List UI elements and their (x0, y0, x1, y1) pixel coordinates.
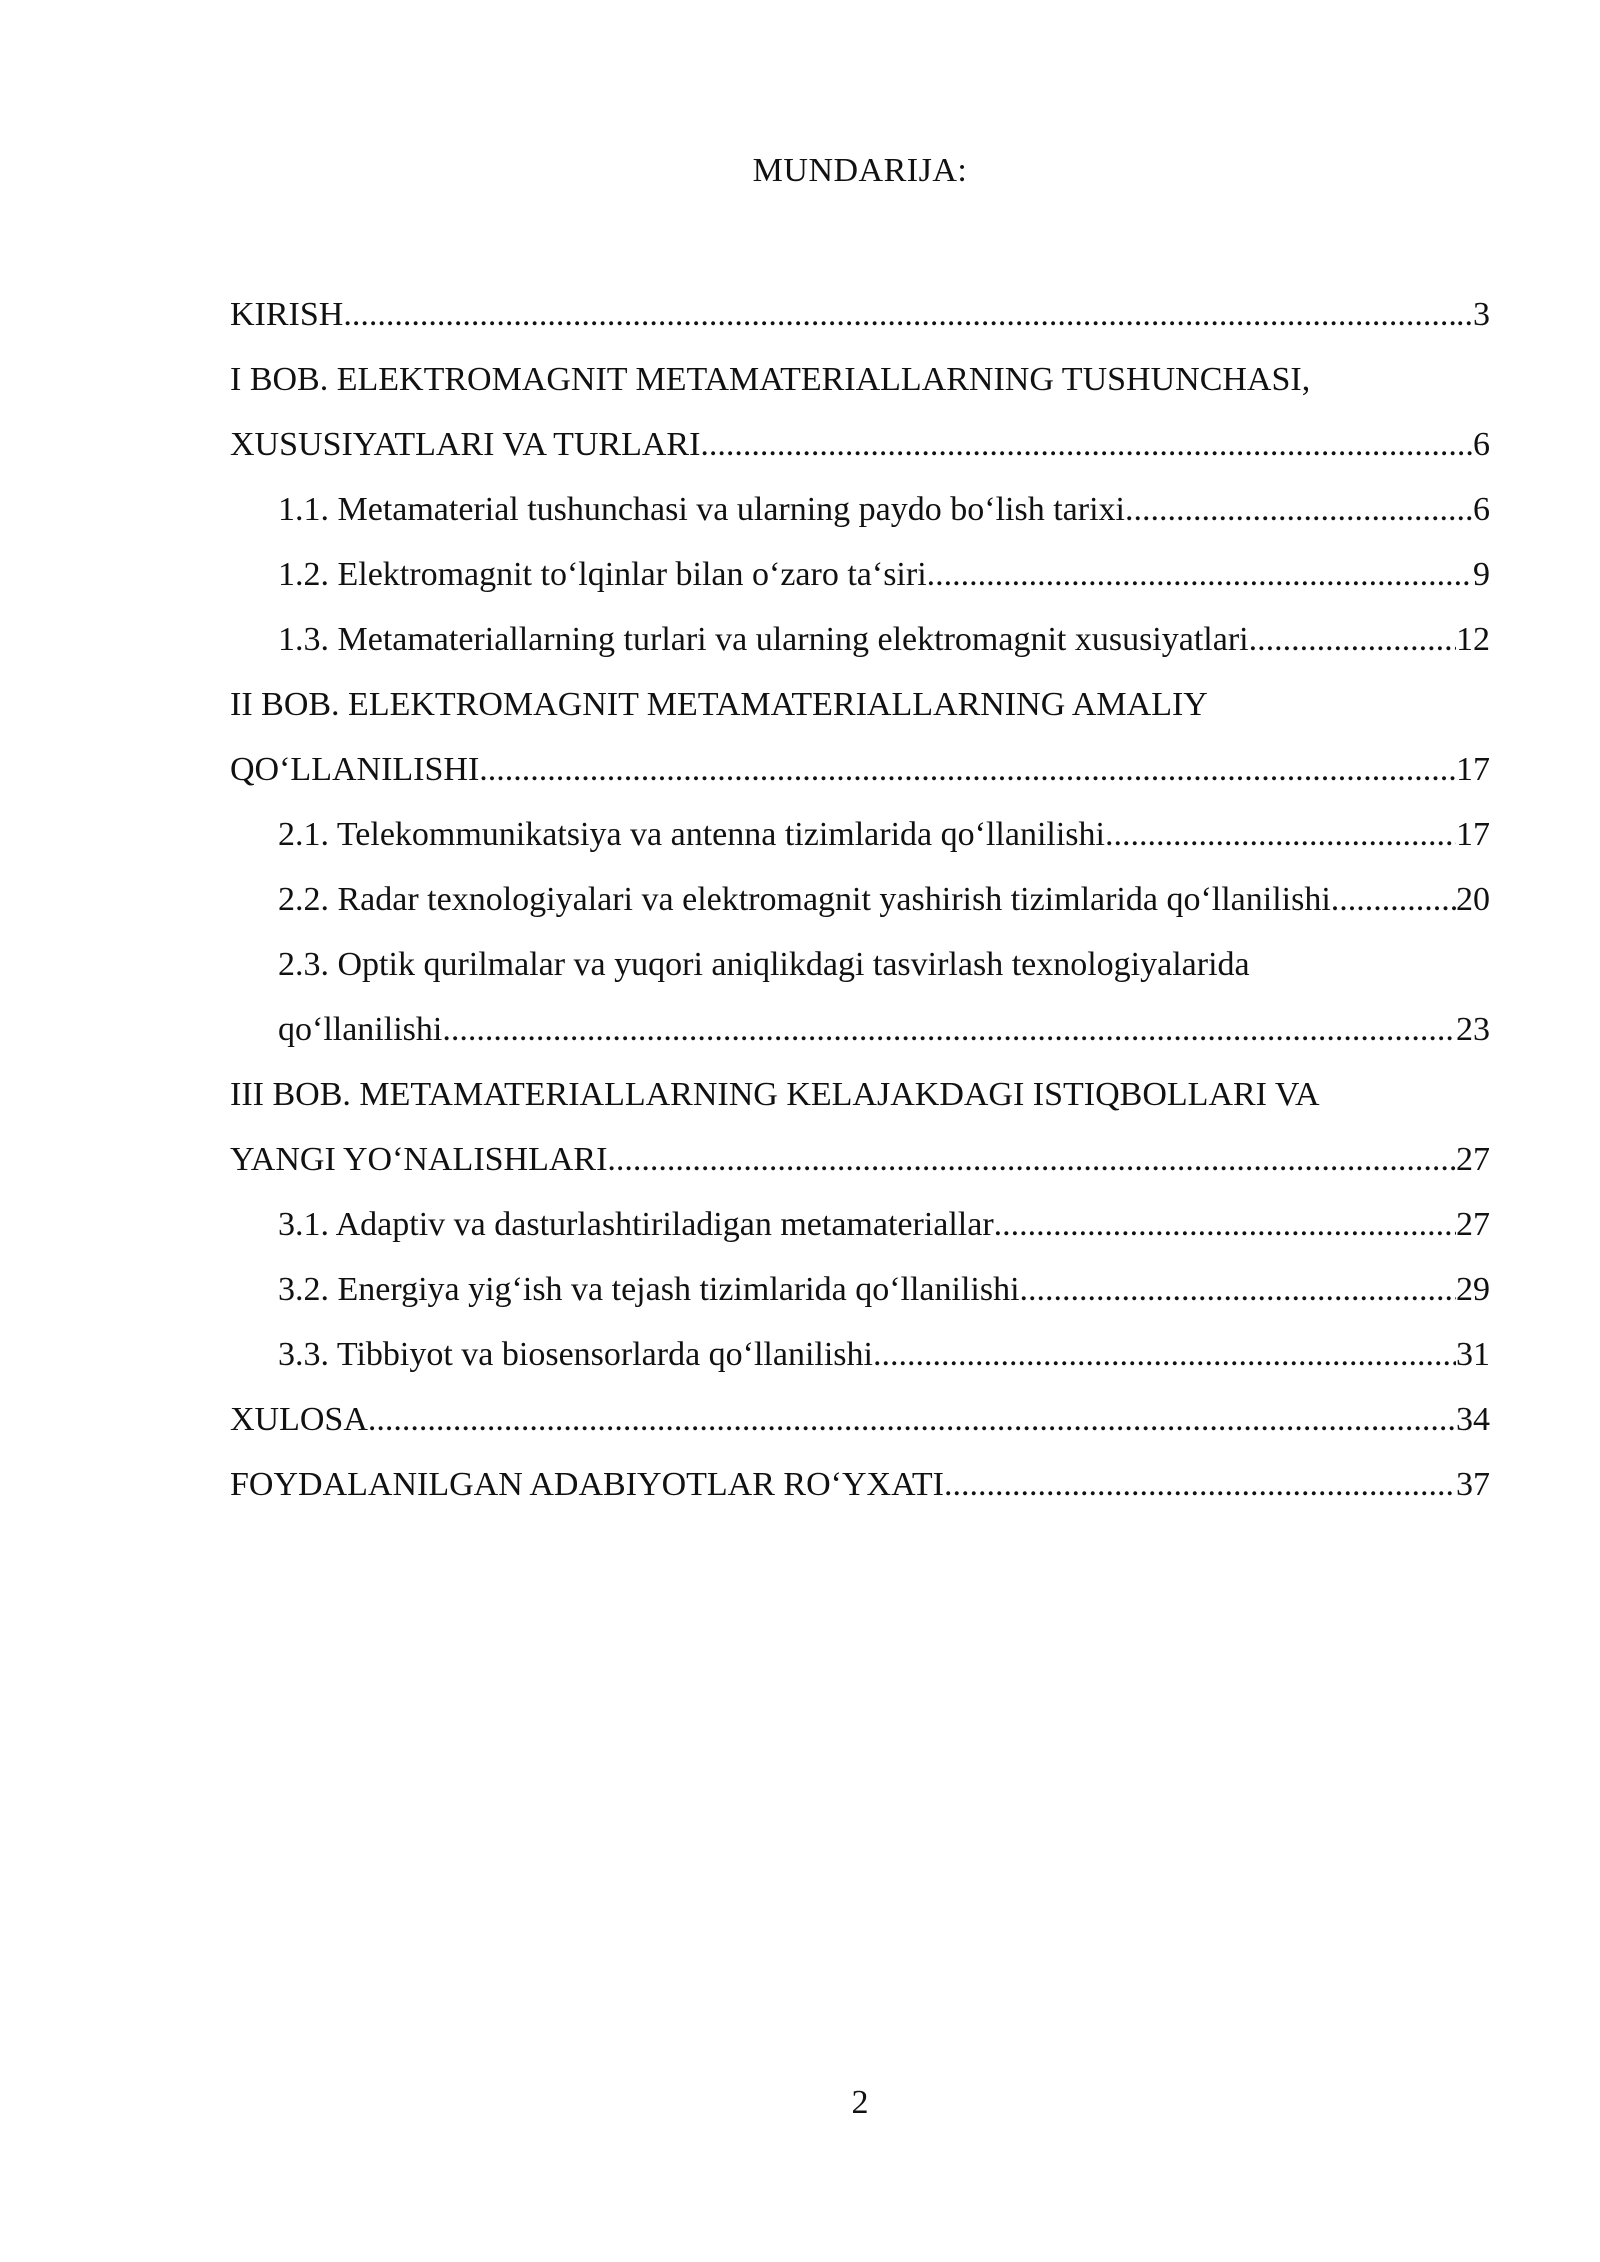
toc-entry-text: 2.1. Telekommunikatsiya va antenna tizimlarida qo‘llanilishi (278, 816, 1105, 853)
toc-entry-page: 17 (1456, 816, 1490, 853)
toc-entry-section-1-3[interactable] (230, 607, 1490, 672)
toc-entry-kirish[interactable] (230, 282, 1490, 347)
toc-entry-text: 1.2. Elektromagnit to‘lqinlar bilan o‘zaro ta‘siri (278, 556, 927, 593)
toc-entry-text: 3.3. Tibbiyot va biosensorlarda qo‘llanilishi (278, 1336, 873, 1373)
toc-entry-text: KIRISH (230, 296, 344, 333)
toc-entry-section-2-2[interactable] (230, 867, 1490, 932)
toc-entry-page: 6 (1473, 426, 1490, 463)
toc-entry-text: qo‘llanilishi (278, 1011, 443, 1048)
toc-entry-text: FOYDALANILGAN ADABIYOTLAR RO‘YXATI (230, 1466, 944, 1503)
dot-leader (1331, 867, 1456, 932)
toc-entry-text: 1.1. Metamaterial tushunchasi va ularning paydo bo‘lish tarixi (278, 491, 1125, 528)
toc-entry-page: 29 (1456, 1271, 1490, 1308)
toc-entry-text: 1.3. Metamateriallarning turlari va ularning elektromagnit xususiyatlari (278, 621, 1249, 658)
toc-entry-references[interactable] (230, 1452, 1490, 1517)
toc-entry-section-1-2[interactable] (230, 542, 1490, 607)
toc-entry-page: 27 (1456, 1141, 1490, 1178)
toc-entry-text: XULOSA (230, 1401, 368, 1438)
toc-entry-text: 2.3. Optik qurilmalar va yuqori aniqlikdagi tasvirlash texnologiyalarida (278, 946, 1250, 983)
toc-entry-text: I BOB. ELEKTROMAGNIT METAMATERIALLARNING TUSHUNCHASI, (230, 361, 1311, 398)
dot-leader (343, 282, 1456, 347)
toc-entry-section-3-2[interactable] (230, 1257, 1490, 1322)
toc-entry-chapter-2[interactable] (230, 737, 1490, 802)
toc-entry-section-3-1[interactable] (230, 1192, 1490, 1257)
toc-entry-text: II BOB. ELEKTROMAGNIT METAMATERIALLARNING AMALIY (230, 686, 1208, 723)
toc-entry-page: 23 (1456, 1011, 1490, 1048)
dot-leader (944, 1452, 1456, 1517)
toc-entry-page: 9 (1473, 556, 1490, 593)
toc-entry-page: 27 (1456, 1206, 1490, 1243)
dot-leader (927, 542, 1473, 607)
toc-entry-text: 3.2. Energiya yig‘ish va tejash tizimlarida qo‘llanilishi (278, 1271, 1020, 1308)
toc-entry-chapter-3-title[interactable] (230, 1062, 1490, 1127)
toc-entry-xulosa[interactable] (230, 1387, 1490, 1452)
toc-entry-text: 3.1. Adaptiv va dasturlashtiriladigan metamateriallar (278, 1206, 994, 1243)
toc-entry-section-3-3[interactable] (230, 1322, 1490, 1387)
toc-entry-page: 31 (1456, 1336, 1490, 1373)
toc-entry-text: III BOB. METAMATERIALLARNING KELAJAKDAGI ISTIQBOLLARI VA (230, 1076, 1320, 1113)
toc-entry-chapter-3[interactable] (230, 1127, 1490, 1192)
dot-leader (368, 1387, 1456, 1452)
toc-entry-section-2-1[interactable] (230, 802, 1490, 867)
toc-entry-chapter-2-title[interactable] (230, 672, 1490, 737)
toc-entry-page: 12 (1456, 621, 1490, 658)
dot-leader (607, 1127, 1456, 1192)
toc-entry-text: QO‘LLANILISHI (230, 751, 480, 788)
toc-entry-section-2-3[interactable] (230, 997, 1490, 1062)
toc-entry-chapter-1[interactable] (230, 412, 1490, 477)
toc-title: MUNDARIJA: (752, 152, 968, 189)
page-number: 2 (851, 2084, 869, 2121)
toc-entry-page: 34 (1456, 1401, 1490, 1438)
dot-leader (994, 1192, 1456, 1257)
dot-leader (873, 1322, 1456, 1387)
toc-entry-text: YANGI YO‘NALISHLARI (230, 1141, 608, 1178)
dot-leader (1249, 607, 1456, 672)
toc-entry-chapter-1-title[interactable] (230, 347, 1490, 412)
toc-entry-page: 6 (1473, 491, 1490, 528)
toc-entry-text: XUSUSIYATLARI VA TURLARI (230, 426, 701, 463)
toc-entry-section-1-1[interactable] (230, 477, 1490, 542)
dot-leader (479, 737, 1456, 802)
dot-leader (1105, 802, 1456, 867)
toc-entry-section-2-3-title[interactable] (230, 932, 1490, 997)
table-of-contents (230, 282, 1490, 1517)
dot-leader (442, 997, 1456, 1062)
dot-leader (1020, 1257, 1456, 1322)
toc-entry-page: ..3 (1456, 296, 1490, 333)
dot-leader (700, 412, 1473, 477)
toc-entry-page: 20 (1456, 881, 1490, 918)
dot-leader (1125, 477, 1473, 542)
toc-entry-text: 2.2. Radar texnologiyalari va elektromagnit yashirish tizimlarida qo‘llanilishi (278, 881, 1331, 918)
toc-entry-page: 37 (1456, 1466, 1490, 1503)
toc-entry-page: 17 (1456, 751, 1490, 788)
